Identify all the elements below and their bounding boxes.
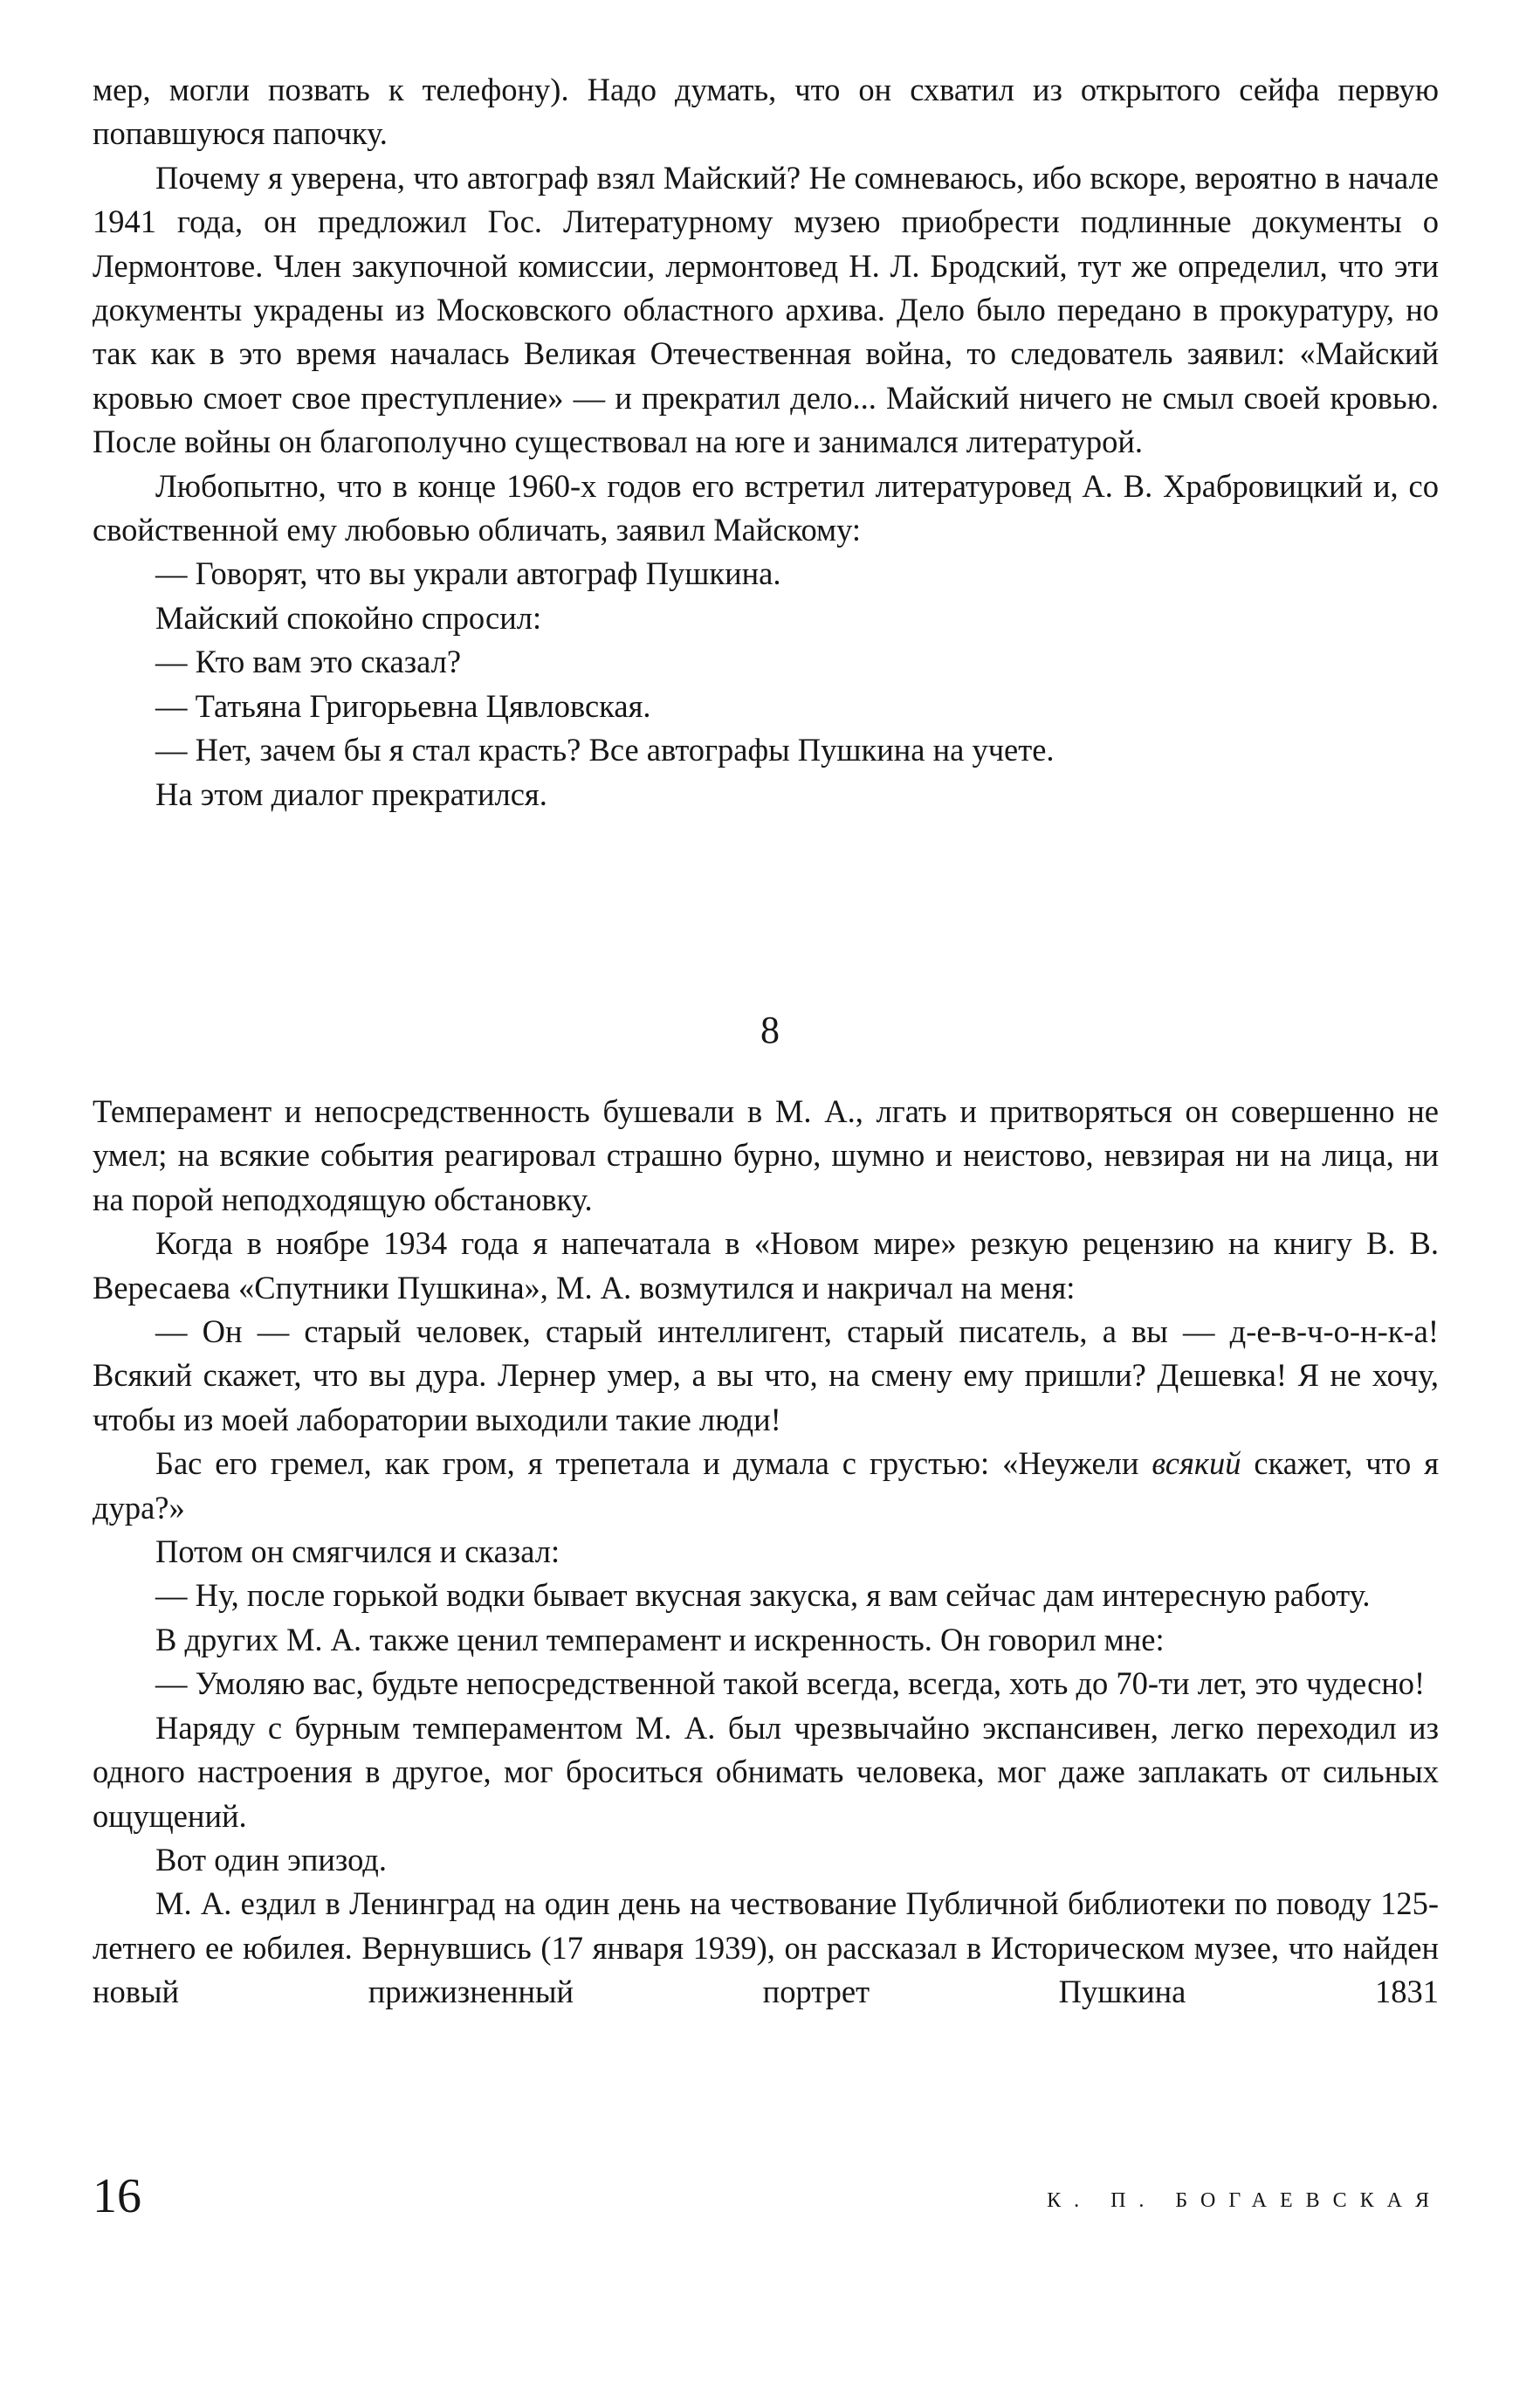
chapter-number: 8 <box>760 1009 780 1051</box>
dialogue-line: — Умоляю вас, будьте непосредственной такой всегда, всегда, хоть до 70-ти лет, это чудесно! <box>155 1665 1426 1702</box>
text-run: скажет, что я дура?» <box>93 1445 1440 1526</box>
paragraph: Майский спокойно спросил: <box>155 599 542 636</box>
text-block-top <box>93 68 1439 816</box>
paragraph <box>93 1442 1439 1530</box>
dialogue-line: — Он — старый человек, старый интеллигент, старый писатель, а вы — д-е-в-ч-о-н-к-а! Всякий скажет, что вы дура. Лернер умер, а вы что, на смену ему пришли? Дешевка! Я не хочу, чтобы из моей лаборатории выходили такие люди! <box>93 1313 1439 1437</box>
paragraph: Наряду с бурным темпераментом М. А. был чрезвычайно экспансивен, легко переходил из одного настроения в другое, мог броситься обнимать человека, мог даже заплакать от сильных ощущений. <box>93 1709 1439 1834</box>
dialogue-line: — Кто вам это сказал? <box>155 644 462 680</box>
dialogue-line: — Татьяна Григорьевна Цявловская. <box>155 687 651 724</box>
paragraph: Темперамент и непосредственность бушевали в М. А., лгать и притворяться он совершенно не умел; на всякие события реагировал страшно бурно, шумно и неистово, невзирая ни на лица, ни на порой неподходящую обстановку. <box>93 1093 1439 1217</box>
dialogue-line: — Ну, после горькой водки бывает вкусная закуска, я вам сейчас дам интересную работу. <box>155 1577 1371 1614</box>
paragraph: Почему я уверена, что автограф взял Майский? Не сомневаюсь, ибо вскоре, вероятно в начале 1941 года, он предложил Гос. Литературному музею приобрести подлинные документы о Лермонтове. Член закупочной комиссии, лермонтовед Н. Л. Бродский, тут же определил, что эти документы украдены из Московского областного архива. Дело было передано в прокуратуру, но так как в это время началась Великая Отечественная война, то следователь заявил: «Майский кровью смоет свое преступление» — и прекратил дело... Майский ничего не смыл своей кровью. После войны он благополучно существовал на юге и занимался литературой. <box>93 159 1439 460</box>
paragraph: Вот один эпизод. <box>155 1841 387 1878</box>
page-number: 16 <box>93 2169 141 2223</box>
paragraph: Потом он смягчился и сказал: <box>155 1533 560 1570</box>
emphasis-word: всякий <box>1152 1445 1241 1482</box>
paragraph: В других М. А. также ценил темперамент и искренность. Он говорил мне: <box>155 1621 1165 1657</box>
running-head-author: К. П. БОГАЕВСКАЯ <box>1047 2189 1442 2212</box>
paragraph: мер, могли позвать к телефону). Надо думать, что он схватил из открытого сейфа первую попавшуюся папочку. <box>93 72 1439 152</box>
paragraph: На этом диалог прекратился. <box>155 775 547 812</box>
dialogue-line: — Нет, зачем бы я стал красть? Все автографы Пушкина на учете. <box>155 732 1055 768</box>
paragraph: Когда в ноябре 1934 года я напечатала в «Новом мире» резкую рецензию на книгу В. В. Вересаева «Спутники Пушкина», М. А. возмутился и накричал на меня: <box>93 1225 1439 1306</box>
text-block-bottom <box>93 1090 1439 2015</box>
paragraph: М. А. ездил в Ленинград на один день на чествование Публичной библиотеки по поводу 125-летнего ее юбилея. Вернувшись (17 января 1939), он рассказал в Историческом музее, что найден новый прижизненный портрет Пушкина 1831 <box>93 1885 1439 2010</box>
dialogue-line: — Говорят, что вы украли автограф Пушкина. <box>155 555 781 592</box>
text-run: Бас его гремел, как гром, я трепетала и думала с грустью: «Неужели <box>155 1445 1152 1482</box>
paragraph: Любопытно, что в конце 1960-х годов его встретил литературовед А. В. Храбровицкий и, со свойственной ему любовью обличать, заявил Майскому: <box>93 467 1439 548</box>
